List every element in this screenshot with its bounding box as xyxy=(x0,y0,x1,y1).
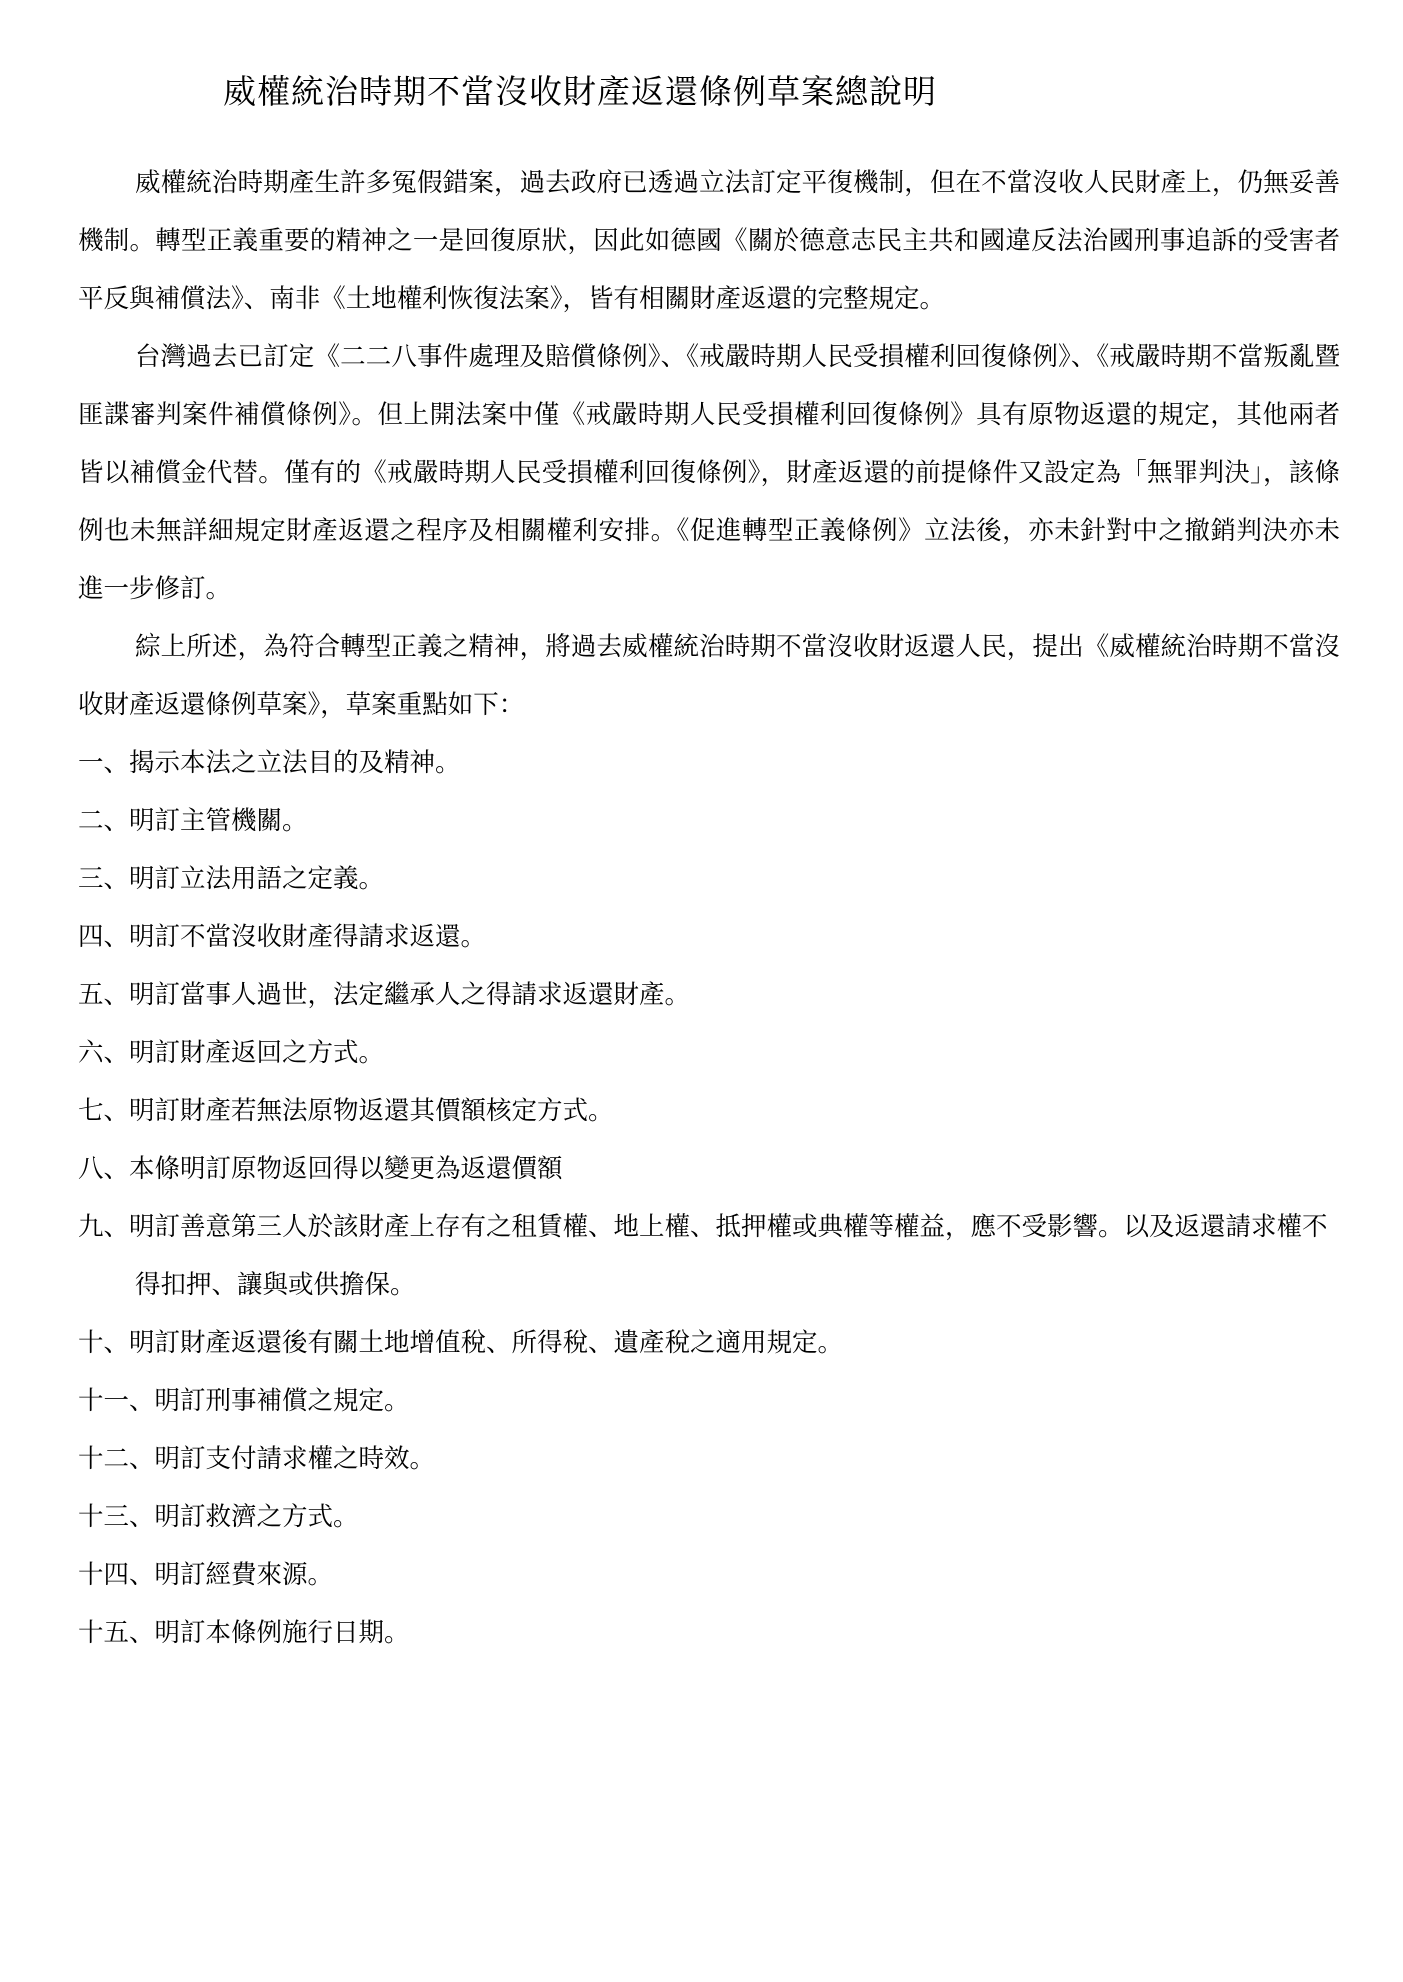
list-item: 六、明訂財產返回之方式。 xyxy=(78,1038,385,1068)
list-item: 一、揭示本法之立法目的及精神。 xyxy=(78,748,461,778)
list-item: 十、明訂財產返還後有關土地增值稅、所得稅、遺產稅之適用規定。 xyxy=(78,1328,844,1358)
list-item: 十四、明訂經費來源。 xyxy=(78,1560,334,1590)
list-item: 九、明訂善意第三人於該財產上存有之租賃權、地上權、抵押權或典權等權益，應不受影響。以及返還請求權不得扣押、讓與或供擔保。 xyxy=(78,1212,1328,1300)
list-item: 四、明訂不當沒收財產得請求返還。 xyxy=(78,922,487,952)
list-item: 二、明訂主管機關。 xyxy=(78,806,308,836)
list-item: 十一、明訂刑事補償之規定。 xyxy=(78,1386,410,1416)
list-item: 五、明訂當事人過世，法定繼承人之得請求返還財產。 xyxy=(78,980,691,1010)
list-item: 十二、明訂支付請求權之時效。 xyxy=(78,1444,436,1474)
document-title: 威權統治時期不當沒收財產返還條例草案總說明 xyxy=(223,72,937,111)
document-page xyxy=(78,60,1340,1662)
list-item: 十三、明訂救濟之方式。 xyxy=(78,1502,359,1532)
key-points-list xyxy=(78,734,1340,1662)
paragraph-taiwan-laws: 台灣過去已訂定《二二八事件處理及賠償條例》、《戒嚴時期人民受損權利回復條例》、《戒嚴時期不當叛亂暨匪諜審判案件補償條例》。但上開法案中僅《戒嚴時期人民受損權利回復條例》具有原物返還的規定，其他兩者皆以補償金代替。僅有的《戒嚴時期人民受損權利回復條例》，財產返還的前提條件又設定為「無罪判決」，該條例也未無詳細規定財產返還之程序及相關權利安排。《促進轉型正義條例》立法後，亦未針對中之撤銷判決亦未進一步修訂。 xyxy=(78,342,1340,604)
paragraph-background: 威權統治時期產生許多冤假錯案，過去政府已透過立法訂定平復機制，但在不當沒收人民財產上，仍無妥善機制。轉型正義重要的精神之一是回復原狀，因此如德國《關於德意志民主共和國違反法治國刑事追訴的受害者平反與補償法》、南非《土地權利恢復法案》，皆有相關財產返還的完整規定。 xyxy=(78,168,1340,314)
list-item: 十五、明訂本條例施行日期。 xyxy=(78,1618,410,1648)
list-item: 七、明訂財產若無法原物返還其價額核定方式。 xyxy=(78,1096,614,1126)
paragraph-summary: 綜上所述，為符合轉型正義之精神，將過去威權統治時期不當沒收財返還人民，提出《威權統治時期不當沒收財產返還條例草案》，草案重點如下： xyxy=(78,632,1340,720)
list-item: 八、本條明訂原物返回得以變更為返還價額 xyxy=(78,1154,563,1184)
list-item: 三、明訂立法用語之定義。 xyxy=(78,864,385,894)
